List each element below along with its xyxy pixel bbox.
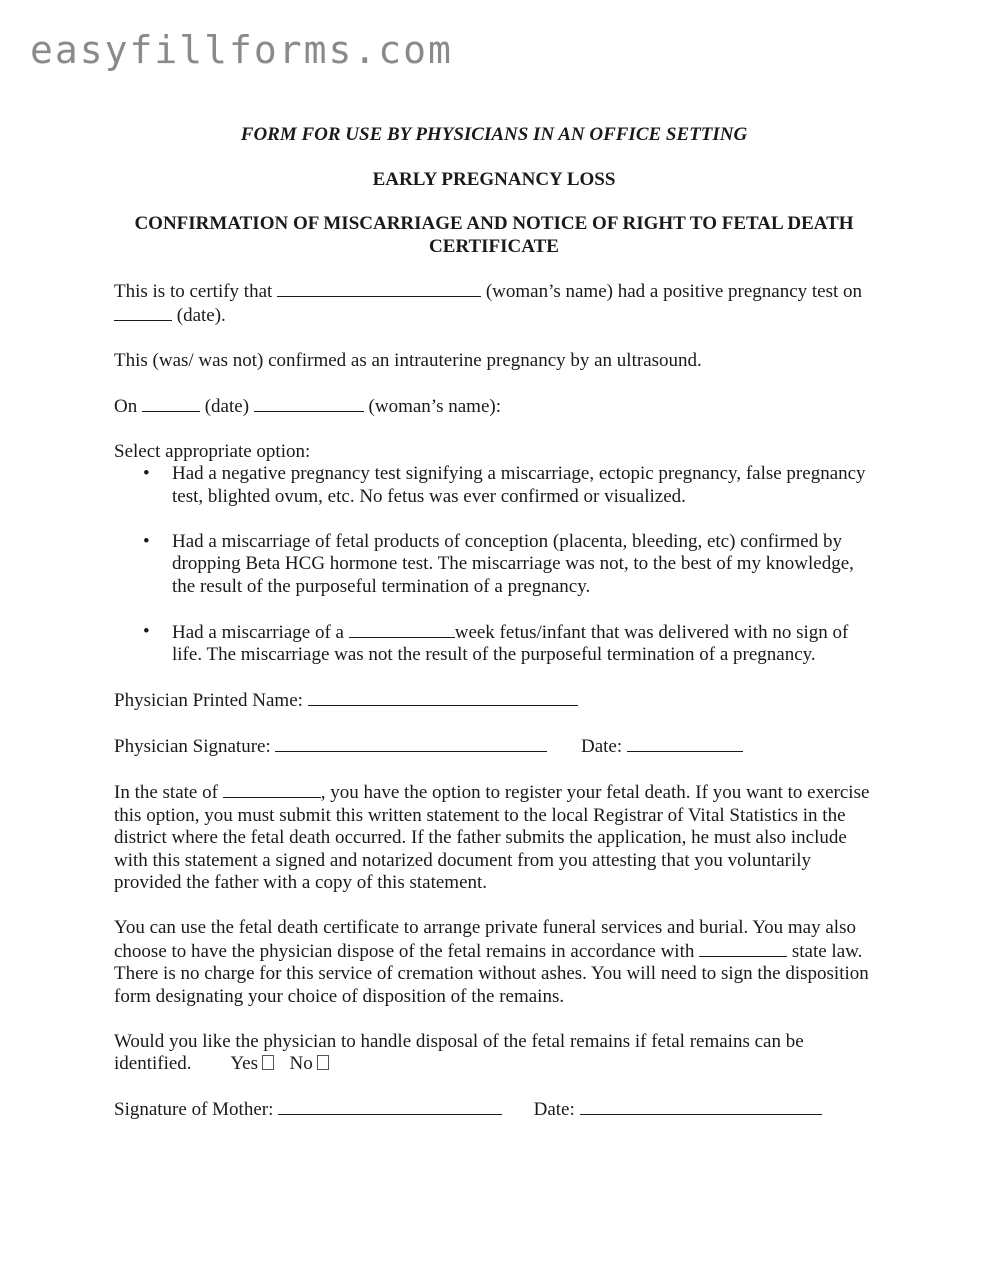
form-document <box>114 124 874 1144</box>
bullet-icon: • <box>143 620 150 642</box>
option-text-prefix: Had a miscarriage of a <box>172 621 344 643</box>
mother-signature-field[interactable] <box>278 1098 502 1115</box>
form-header-usage: FORM FOR USE BY PHYSICIANS IN AN OFFICE SETTING <box>240 124 748 145</box>
mother-date-label: Date: <box>533 1099 575 1120</box>
state-law-field[interactable] <box>699 940 787 957</box>
option-text: Had a miscarriage of fetal products of conception (placenta, bleeding, etc) confirmed by dropping Beta HCG hormone test. The miscarriage was not, to the best of my knowledge, the result of the purposeful termination of a pregnancy. <box>172 530 854 597</box>
options-heading: Select appropriate option: <box>114 440 311 462</box>
state-notice-paragraph <box>114 781 874 895</box>
form-title: EARLY PREGNANCY LOSS <box>372 168 616 190</box>
physician-signature-field[interactable] <box>275 735 547 752</box>
event-woman-name-field[interactable] <box>254 395 364 412</box>
certify-prefix: This is to certify that <box>114 281 273 302</box>
option-fetus-delivered[interactable] <box>114 621 874 667</box>
mother-date-field[interactable] <box>580 1098 822 1115</box>
mother-signature-row <box>114 1098 874 1122</box>
funeral-suffix: state law. There is no charge for this service of cremation without ashes. You will need to sign the disposition form designating your choice of disposition of the remains. <box>114 940 869 1007</box>
certify-on: on <box>843 281 863 302</box>
disposal-question-paragraph <box>114 1031 874 1076</box>
gestation-weeks-field[interactable] <box>349 621 455 638</box>
yes-label: Yes <box>230 1053 259 1074</box>
state-name-field[interactable] <box>223 781 321 798</box>
on-name-hint: (woman’s name): <box>368 395 501 417</box>
options-list <box>114 463 874 667</box>
form-subtitle: CONFIRMATION OF MISCARRIAGE AND NOTICE OF RIGHT TO FETAL DEATH CERTIFICATE <box>134 213 854 257</box>
physician-date-field[interactable] <box>627 735 743 752</box>
funeral-prefix: You can use the fetal death certificate to arrange private funeral services and burial. You may also choose to have the physician dispose of the fetal remains in accordance with <box>114 917 856 962</box>
physician-signature-label: Physician Signature: <box>114 736 271 757</box>
mother-signature-label: Signature of Mother: <box>114 1099 274 1120</box>
ultrasound-paragraph: This (was/ was not) confirmed as an intrauterine pregnancy by an ultrasound. <box>114 349 702 371</box>
bullet-icon: • <box>143 463 150 484</box>
physician-printed-name-row <box>114 689 874 713</box>
option-text-suffix: week fetus/infant that was delivered with no sign of life. The miscarriage was not the result of the purposeful termination of a pregnancy. <box>172 621 849 665</box>
funeral-paragraph <box>114 917 874 1008</box>
option-negative-test[interactable] <box>114 463 874 508</box>
bullet-icon: • <box>143 530 150 552</box>
physician-signature-row <box>114 735 874 759</box>
on-date-paragraph <box>114 395 874 419</box>
state-notice-suffix: , you have the option to register your fetal death. If you want to exercise this option, you must submit this written statement to the local Registrar of Vital Statistics in the district where the fetal death occurred. If the father submits the application, he must also include with this statement a signed and notarized document from you attesting that you voluntarily provided the father with a copy of this statement. <box>114 782 870 893</box>
state-notice-prefix: In the state of <box>114 782 218 803</box>
physician-printed-name-label: Physician Printed Name: <box>114 690 303 711</box>
event-date-field[interactable] <box>142 395 200 412</box>
disposal-question: Would you like the physician to handle disposal of the fetal remains if fetal remains can be identified. <box>114 1030 804 1074</box>
certify-date-hint: (date). <box>176 304 226 326</box>
no-checkbox[interactable] <box>317 1055 329 1070</box>
on-date-hint: (date) <box>204 395 250 417</box>
physician-date-label: Date: <box>580 736 623 757</box>
no-label: No <box>289 1053 313 1074</box>
yes-checkbox[interactable] <box>262 1055 274 1070</box>
certify-name-hint: (woman’s name) had a positive pregnancy test <box>485 281 839 302</box>
positive-test-date-field[interactable] <box>114 304 172 321</box>
physician-printed-name-field[interactable] <box>308 689 578 706</box>
woman-name-field[interactable] <box>277 280 481 297</box>
watermark: easyfillforms.com <box>30 28 453 72</box>
option-products-of-conception[interactable] <box>114 531 874 599</box>
option-text: Had a negative pregnancy test signifying a miscarriage, ectopic pregnancy, false pregnancy test, blighted ovum, etc. No fetus was ever confirmed or visualized. <box>172 463 866 507</box>
certify-paragraph <box>114 280 874 327</box>
on-label: On <box>114 395 138 417</box>
